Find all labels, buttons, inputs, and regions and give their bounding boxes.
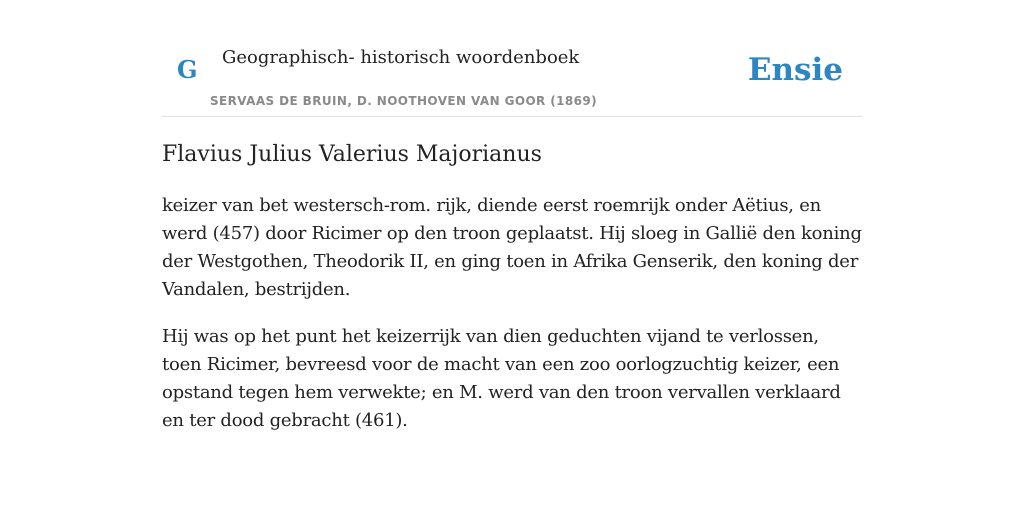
ensie-logo-link[interactable]: Ensie — [747, 52, 843, 88]
entry-title: Flavius Julius Valerius Majorianus — [162, 142, 542, 167]
entry-paragraph-2: Hij was op het punt het keizerrijk van dien geduchten vijand te verlossen, toen Ricimer, bevreesd voor de macht van een zoo oorlogzuchtig keizer, een opstand tegen hem verwekte; en M. werd van den troon vervallen verklaard en ter dood gebracht (461). — [162, 326, 841, 431]
book-author: SERVAAS DE BRUIN, D. NOOTHOVEN VAN GOOR (1869) — [210, 94, 598, 108]
book-header — [162, 0, 862, 117]
book-letter[interactable]: G — [177, 55, 198, 84]
book-title-link[interactable]: Geographisch- historisch woordenboek — [222, 47, 580, 68]
entry-paragraph-1: keizer van bet westersch-rom. rijk, diende eerst roemrijk onder Aëtius, en werd (457) door Ricimer op den troon geplaatst. Hij sloeg in Gallië den koning der Westgothen, Theodorik II, en ging toen in Afrika Genserik, den koning der Vandalen, bestrijden. — [162, 195, 862, 300]
entry-body — [162, 192, 862, 454]
